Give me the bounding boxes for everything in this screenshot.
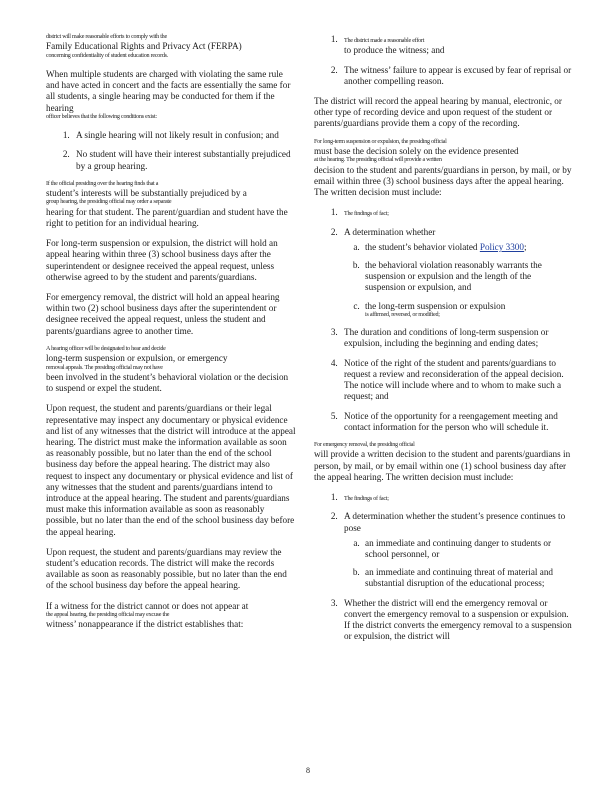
text: the long-term suspension or expulsion	[365, 300, 506, 311]
small-print: 1. The findings of fact;	[344, 211, 389, 218]
small-print: A hearing officer will be designated to hear and decide	[46, 345, 166, 352]
emergency-decision-list	[314, 492, 572, 642]
text: the student’s behavior violated	[365, 241, 478, 252]
list-item: 4. Notice of the right of the student and parents/guardians to request a review and reconsideration of the appeal decision. The notice will include where and to whom to make such a request; and	[340, 358, 572, 403]
long-term-decision-list	[314, 207, 572, 433]
list-item	[340, 511, 572, 589]
text: must base the decision solely on the evidence presented	[314, 146, 519, 157]
small-print: For long-term suspension or expulsion, the presiding official	[314, 138, 447, 145]
text: student’s interests will be substantially prejudiced by a	[46, 188, 247, 199]
long-term-hearing-paragraph: For long-term suspension or expulsion, the district will hold an appeal hearing within three (3) school business days after the superintendent or designee received the appeal request, unless otherwise agreed to by the student and parents/guardians.	[46, 238, 278, 282]
sub-list-item: b. an immediate and continuing threat of material and substantial disruption of the educational process;	[362, 567, 572, 589]
sub-list-item	[362, 301, 572, 320]
emergency-hearing-paragraph: For emergency removal, the district will hold an appeal hearing within two (2) school business days after the superintendent or designee received the appeal request, unless the student and parents/guardians agree to another time.	[46, 292, 280, 336]
right-column	[314, 34, 572, 651]
long-term-decision-paragraph	[314, 139, 572, 199]
policy-3300-link[interactable]: Policy 3300	[479, 241, 524, 252]
text: to produce the witness; and	[344, 45, 445, 56]
records-review-paragraph: Upon request, the student and parents/guardians may review the student’s education records. The district will make the records available as soon as reasonably possible, but no later than the end of the school business day before the appeal hearing.	[46, 546, 287, 591]
left-column	[46, 34, 296, 639]
sub-list-item	[362, 242, 572, 253]
small-print: For emergency removal, the presiding official	[314, 441, 415, 448]
list-item	[340, 207, 572, 218]
small-print: the appeal hearing, the presiding official may excuse the	[46, 611, 170, 618]
sub-list	[344, 538, 572, 590]
text: A determination whether the student’s presence continues to pose	[344, 511, 566, 533]
small-print: concerning confidentiality of student education records.	[46, 52, 169, 59]
list-item: 1. A single hearing will not likely result in confusion; and	[72, 130, 296, 141]
text: A determination whether	[344, 226, 436, 237]
sub-list-item: b. the behavioral violation reasonably warrants the suspension or expulsion and the length of the suspension or expulsion, and	[362, 260, 572, 294]
text: hearing for that student. The parent/guardian and student have the right to petition for an individual hearing.	[46, 206, 288, 229]
list-item: 5. Notice of the opportunity for a reengagement meeting and contact information for the person who will schedule it.	[340, 411, 572, 433]
text: If a witness for the district cannot or does not appear at	[46, 600, 249, 611]
witness-paragraph	[46, 601, 296, 631]
sub-list	[344, 242, 572, 319]
list-item	[340, 65, 572, 87]
ferpa-paragraph	[46, 34, 296, 60]
page-number: 8	[306, 766, 310, 775]
list-item: 3. The duration and conditions of long-term suspension or expulsion, including the beginning and ending dates;	[340, 327, 572, 349]
list-item: 3. Whether the district will end the emergency removal or convert the emergency removal to a suspension or expulsion. If the district converts the emergency removal to a suspension or expulsion, the district will	[340, 598, 572, 643]
list-item	[340, 34, 572, 57]
text: Family Educational Rights and Privacy Act (FERPA)	[46, 41, 242, 52]
witness-conditions-list	[314, 34, 572, 87]
list-item	[340, 492, 572, 503]
sub-list-item: a. an immediate and continuing danger to students or school personnel, or	[362, 538, 572, 560]
small-print: is affirmed, reversed, or modified;	[365, 311, 440, 318]
small-print: 1. The district made a reasonable effort	[344, 38, 425, 44]
text: The witness’ failure to appear is excused by fear of reprisal or another compelling reason.	[344, 64, 572, 86]
text: witness’ nonappearance if the district establishes that:	[46, 619, 244, 630]
emergency-decision-paragraph	[314, 442, 572, 483]
group-hearing-paragraph	[46, 69, 296, 121]
text: long-term suspension or expulsion, or emergency	[46, 353, 228, 364]
text: decision to the student and parents/guardians in person, by mail, or by email within three (3) school business days after the appeal hearing. The written decision must include:	[314, 164, 572, 198]
hearing-officer-paragraph	[46, 346, 296, 394]
text: been involved in the student’s behavioral violation or the decision to suspend or expel the student.	[46, 371, 289, 394]
small-print: removal appeals. The presiding official may not have	[46, 364, 163, 371]
small-print: group hearing, the presiding official may order a separate	[46, 199, 172, 206]
small-print: If the official presiding over the hearing finds that a	[46, 180, 159, 187]
small-print: district will make reasonable efforts to comply with the	[46, 34, 167, 40]
text: will provide a written decision to the student and parents/guardians in person, by mail, or by email within one (1) school business day after the appeal hearing. The written decision must include:	[314, 449, 571, 482]
prejudice-paragraph	[46, 181, 296, 229]
text: When multiple students are charged with violating the same rule and have acted in concert and the facts are essentially the same for all students, a single hearing may be conducted for them if the hearing	[46, 69, 291, 113]
conditions-list	[46, 130, 296, 172]
list-item: 2. No student will have their interest substantially prejudiced by a group hearing.	[72, 149, 296, 171]
small-print: officer believes that the following conditions exist:	[46, 113, 157, 120]
recording-paragraph: The district will record the appeal hearing by manual, electronic, or other type of recording device and upon request of the student or parents/guardians provide them a copy of the recording.	[314, 96, 562, 129]
text: ;	[523, 241, 527, 252]
small-print: 1. The findings of fact;	[344, 495, 389, 502]
evidence-inspection-paragraph: Upon request, the student and parents/guardians or their legal representative may inspect any documentary or physical evidence and list of any witnesses that the district will introduce at the appeal hearing. The district must make the information available as soon as reasonably possible, but no later than the end of the school business day before the appeal hearing. The district may also request to inspect any documentary or physical evidence and list of any witnesses that the student and parents/guardians intend to introduce at the appeal hearing. The student and parents/guardians must make this information available as soon as reasonably possible, but no later than the end of the school business day before the appeal hearing.	[46, 403, 296, 537]
small-print: at the hearing. The presiding official will provide a written	[314, 157, 442, 164]
list-item	[340, 227, 572, 320]
